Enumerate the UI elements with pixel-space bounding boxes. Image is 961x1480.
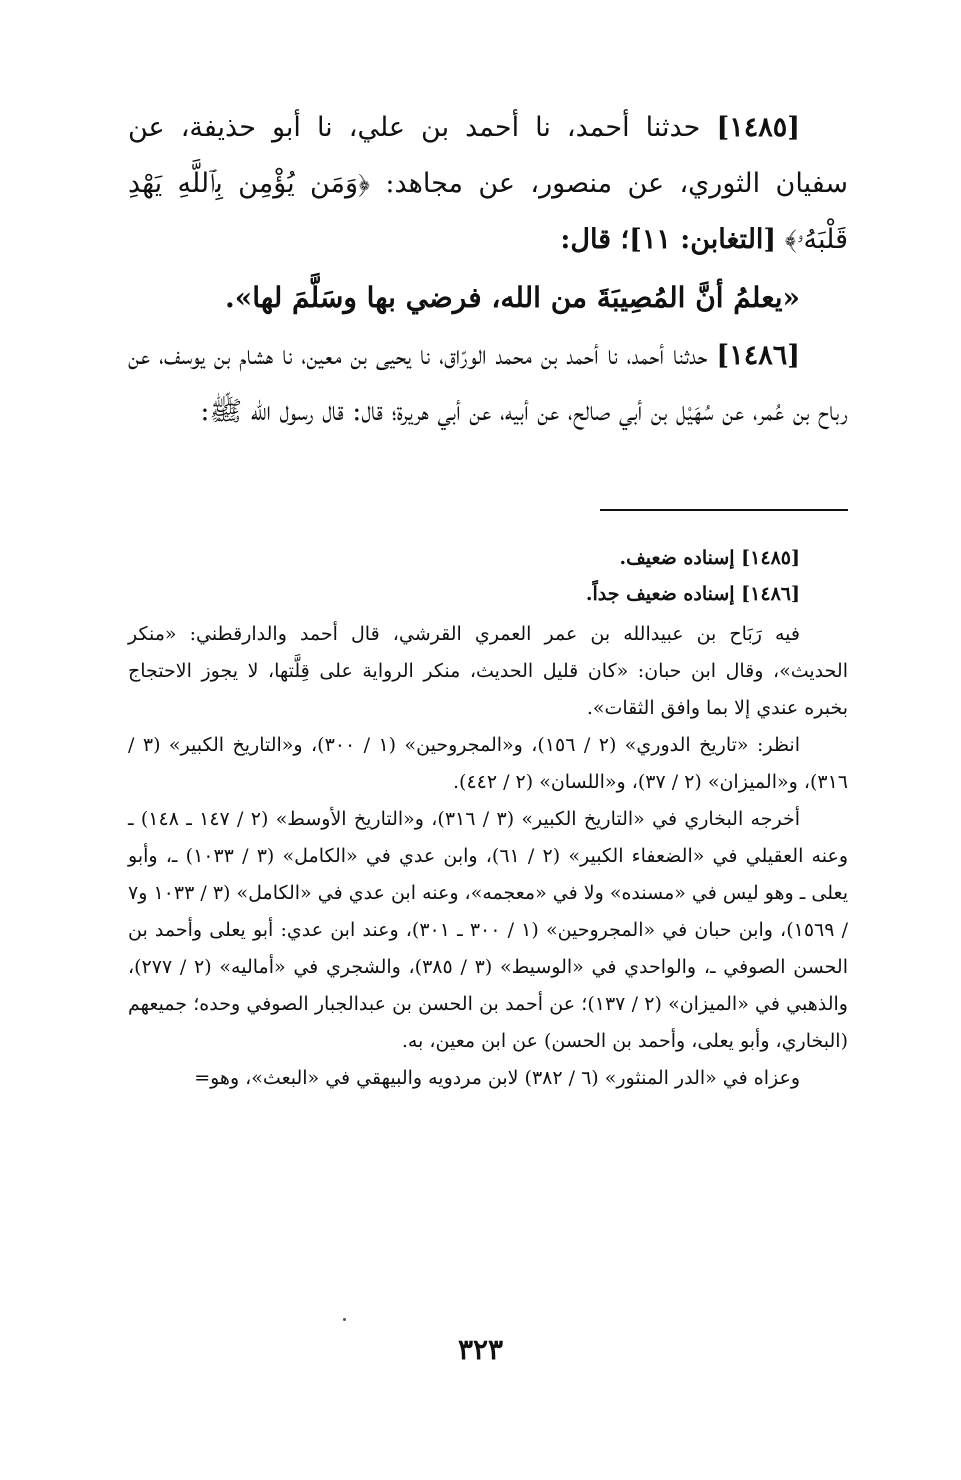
quran-reference: [التغابن: ١١]؛ قال: [560,224,777,255]
main-text [128,100,848,440]
hadith-1485 [128,100,848,268]
footnote-1486: [١٤٨٦] إسناده ضعيف جداً. [585,583,800,605]
hadith-number: [١٤٨٦] [716,340,800,371]
footnote-paragraph: أخرجه البخاري في «التاريخ الكبير» (٣ / ٣١٦)، و«التاريخ الأوسط» (٢ / ١٤٧ ـ ١٤٨) ـ وعنه العقيلي في «الضعفاء الكبير» (٢ / ٦١)، وابن عدي في «الكامل» (٣ / ١٠٣٣) ـ، وأبو يعلى ـ وهو ليس في «مسنده» ولا في «معجمه»، وعنه ابن عدي في «الكامل» (٣ / ١٠٣٣ و٧ / ١٥٦٩)، وابن حبان في «المجروحين» (١ / ٣٠٠ ـ ٣٠١)، وعند ابن عدي: أبو يعلى وأحمد بن الحسن الصوفي ـ، والواحدي في «الوسيط» (٣ / ٣٨٥)، والشجري في «أماليه» (٢ / ٢٧٧)، والذهبي في «الميزان» (٢ / ١٣٧)؛ عن أحمد بن الحسن بن عبدالجبار الصوفي وحده؛ جميعهم (البخاري، وأبو يعلى، وأحمد بن الحسن) عن ابن معين، به. [128,808,849,1052]
footnote-separator [600,509,848,511]
hadith-text: حدثنا أحمد، نا أحمد بن محمد الورّاق، نا يحيى بن معين، نا هشام بن يوسف، عن رباح بن عُمر، عن سُهَيْل بن أبي صالح، عن أبيه، عن أبي هريرة؛ قال: قال رسول الله ﷺ: [128,340,848,427]
footnote-paragraph: وعزاه في «الدر المنثور» (٦ / ٣٨٢) لابن مردويه والبيهقي في «البعث»، وهو= [194,1067,800,1089]
hadith-text: حدثنا أحمد، نا أحمد بن علي، نا أبو حذيفة، عن سفيان الثوري، عن منصور، عن مجاهد: ﴿وَمَن يُؤْمِن بِٱللَّهِ يَهْدِ قَلْبَهُۥ﴾ [128,112,848,255]
scan-speck [343,1318,346,1321]
page-number: ٣٢٣ [457,1333,504,1366]
footnote-paragraph: انظر: «تاريخ الدوري» (٢ / ١٥٦)، و«المجروحين» (١ / ٣٠٠)، و«التاريخ الكبير» (٣ / ٣١٦)، و«الميزان» (٢ / ٣٧)، و«اللسان» (٢ / ٤٤٢). [128,734,848,793]
hadith-1486 [128,328,848,440]
footnotes [128,540,848,1097]
footnote-paragraph: فيه رَبَاح بن عبيدالله بن عمر العمري القرشي، قال أحمد والدارقطني: «منكر الحديث»، وقال ابن حبان: «كان قليل الحديث، منكر الرواية على قِلَّتها، لا يجوز الاحتجاج بخبره عندي إلا بما وافق الثقات». [128,623,848,719]
quote-1485: «يعلمُ أنَّ المُصِيبَةَ من الله، فرضي بها وسَلَّمَ لها». [225,281,800,314]
hadith-number: [١٤٨٥] [716,112,801,143]
footnote-1485: [١٤٨٥] إسناده ضعيف. [619,547,800,569]
